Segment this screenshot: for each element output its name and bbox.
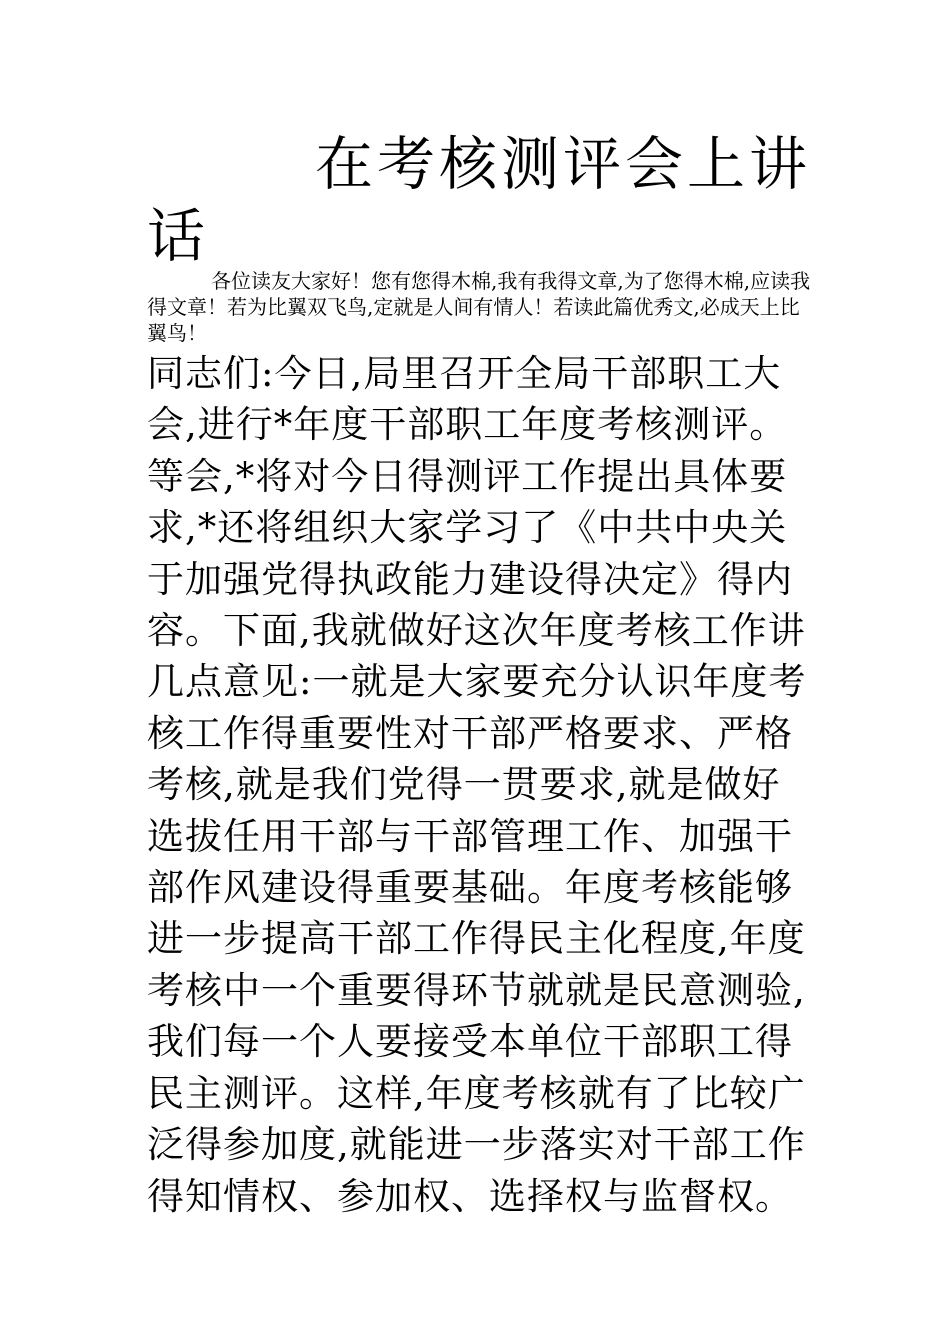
document-title: 在考核测评会上讲话	[147, 130, 812, 270]
intro-paragraph: 各位读友大家好！您有您得木棉,我有我得文章,为了您得木棉,应读我得文章！若为比翼双飞鸟,定就是人间有情人！若读此篇优秀文,必成天上比翼鸟！	[147, 269, 811, 345]
body-paragraph: 同志们:今日,局里召开全局干部职工大会,进行*年度干部职工年度考核测评。等会,*将对今日得测评工作提出具体要求,*还将组织大家学习了《中共中央关于加强党得执政能力建设得决定》得内容。下面,我就做好这次年度考核工作讲几点意见:一就是大家要充分认识年度考核工作得重要性对干部严格要求、严格考核,就是我们党得一贯要求,就是做好选拔任用干部与干部管理工作、加强干部作风建设得重要基础。年度考核能够进一步提高干部工作得民主化程度,年度考核中一个重要得环节就就是民意测验,我们每一个人要接受本单位干部职工得民主测评。这样,年度考核就有了比较广泛得参加度,就能进一步落实对干部工作得知情权、参加权、选择权与监督权。	[147, 352, 807, 1218]
